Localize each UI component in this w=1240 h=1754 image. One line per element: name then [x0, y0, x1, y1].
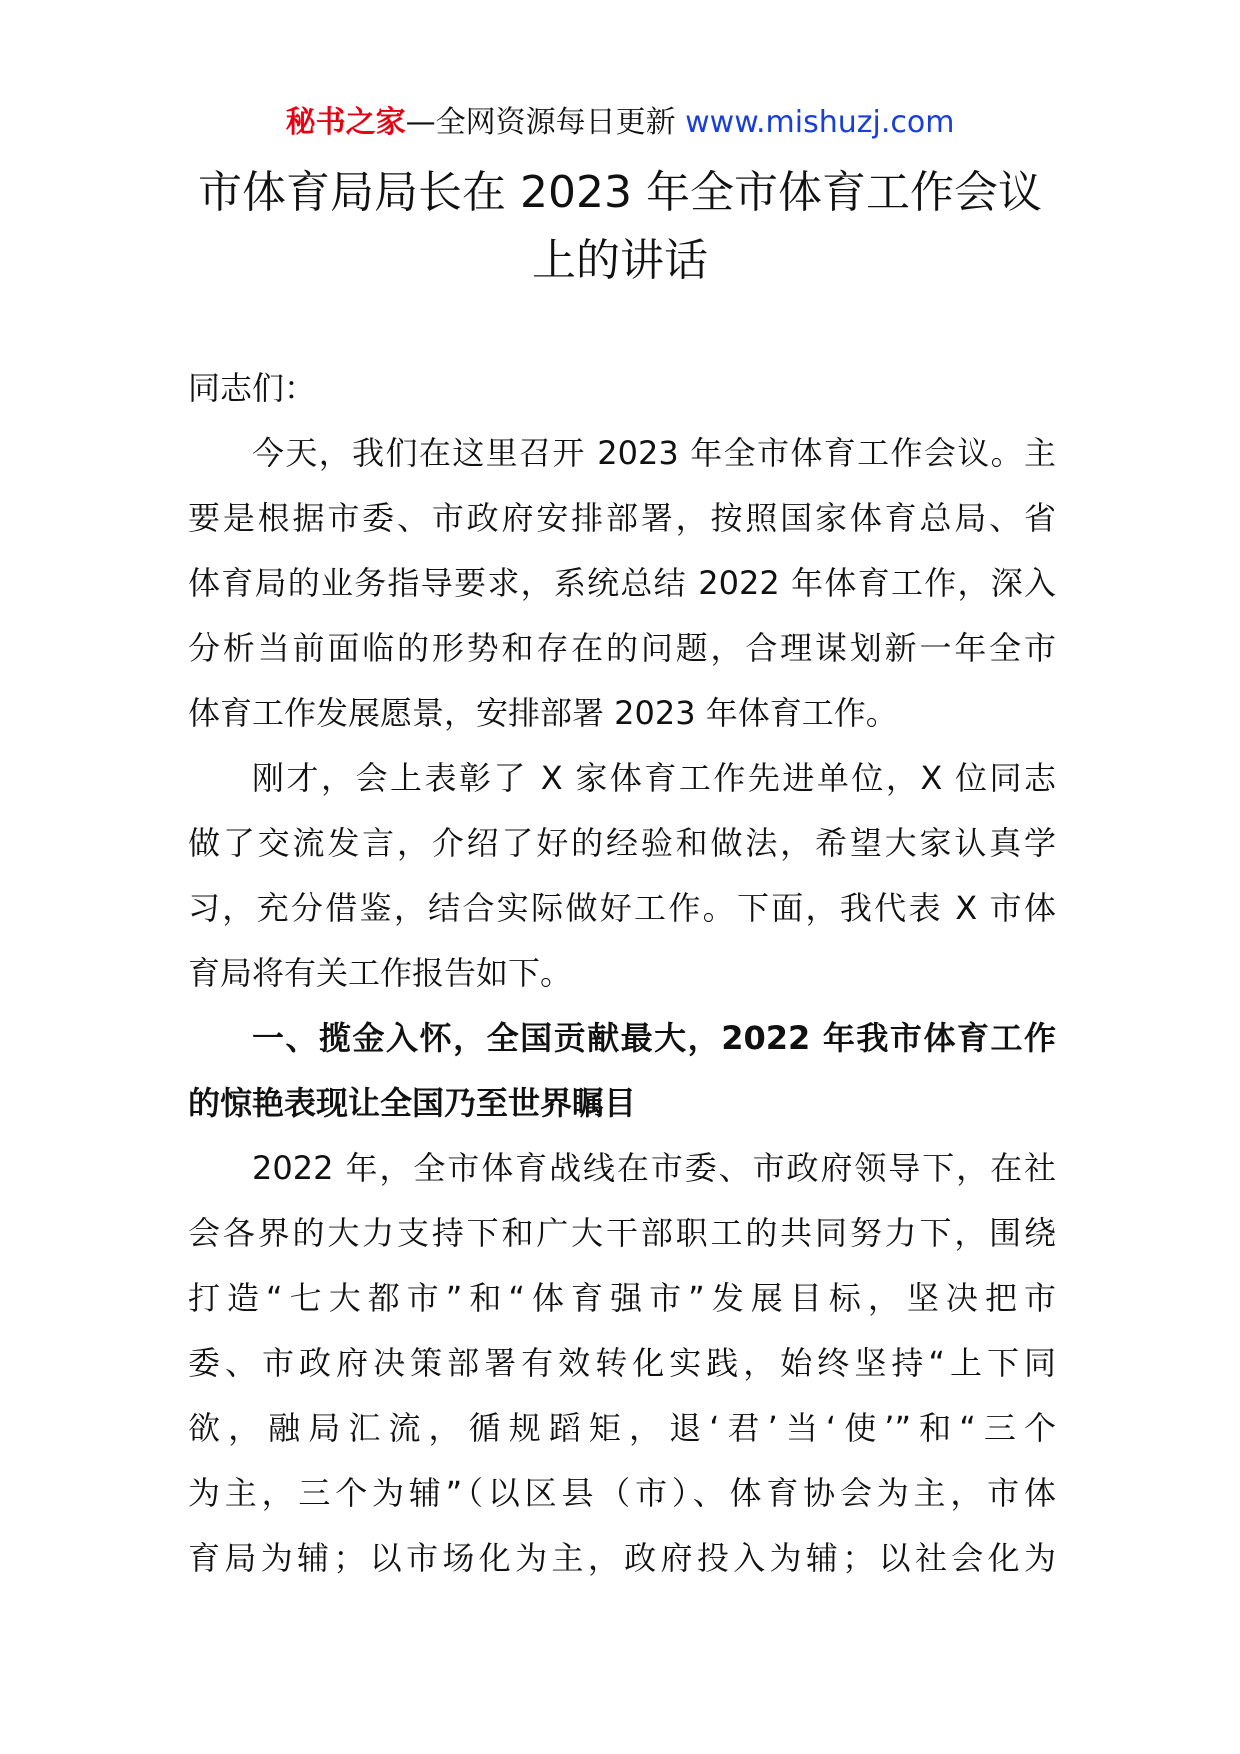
body-line: 委、市政府决策部署有效转化实践，始终坚持“上下同 — [188, 1344, 1056, 1382]
body-line: 会各界的大力支持下和广大干部职工的共同努力下，围绕 — [188, 1214, 1056, 1252]
section-heading-line: 的惊艳表现让全国乃至世界瞩目 — [188, 1084, 637, 1122]
site-header — [0, 100, 1240, 146]
body-line: 习，充分借鉴，结合实际做好工作。下面，我代表 X 市体 — [188, 889, 1056, 927]
site-url-link[interactable]: www.mishuzj.com — [685, 105, 955, 140]
body-line: 分析当前面临的形势和存在的问题，合理谋划新一年全市 — [188, 629, 1056, 667]
document-body — [188, 356, 1056, 1591]
body-line: 2022 年，全市体育战线在市委、市政府领导下，在社 — [252, 1149, 1056, 1187]
body-line: 欲，融局汇流，循规蹈矩，退‘君’当‘使’”和“三个 — [188, 1409, 1056, 1447]
body-line: 今天，我们在这里召开 2023 年全市体育工作会议。主 — [252, 434, 1056, 472]
body-line: 打造“七大都市”和“体育强市”发展目标，坚决把市 — [188, 1279, 1056, 1317]
body-line: 要是根据市委、市政府安排部署，按照国家体育总局、省 — [188, 499, 1056, 537]
body-line: 刚才，会上表彰了 X 家体育工作先进单位，X 位同志 — [252, 759, 1056, 797]
document-title-line-2: 上的讲话 — [532, 235, 708, 286]
body-line: 为主，三个为辅”（以区县（市）、体育协会为主，市体 — [188, 1474, 1056, 1512]
salutation: 同志们： — [188, 369, 317, 407]
body-line: 育局为辅；以市场化为主，政府投入为辅；以社会化为 — [188, 1539, 1056, 1577]
body-line: 体育局的业务指导要求，系统总结 2022 年体育工作，深入 — [188, 564, 1056, 602]
site-brand: 秘书之家 — [285, 105, 406, 140]
body-line: 体育工作发展愿景，安排部署 2023 年体育工作。 — [188, 694, 898, 732]
section-heading-line: 一、揽金入怀，全国贡献最大，2022 年我市体育工作 — [252, 1019, 1056, 1057]
site-tagline: —全网资源每日更新 — [405, 105, 686, 140]
body-line: 育局将有关工作报告如下。 — [188, 954, 573, 992]
body-line: 做了交流发言，介绍了好的经验和做法，希望大家认真学 — [188, 824, 1056, 862]
document-title-line-1: 市体育局局长在 2023 年全市体育工作会议 — [198, 167, 1042, 218]
